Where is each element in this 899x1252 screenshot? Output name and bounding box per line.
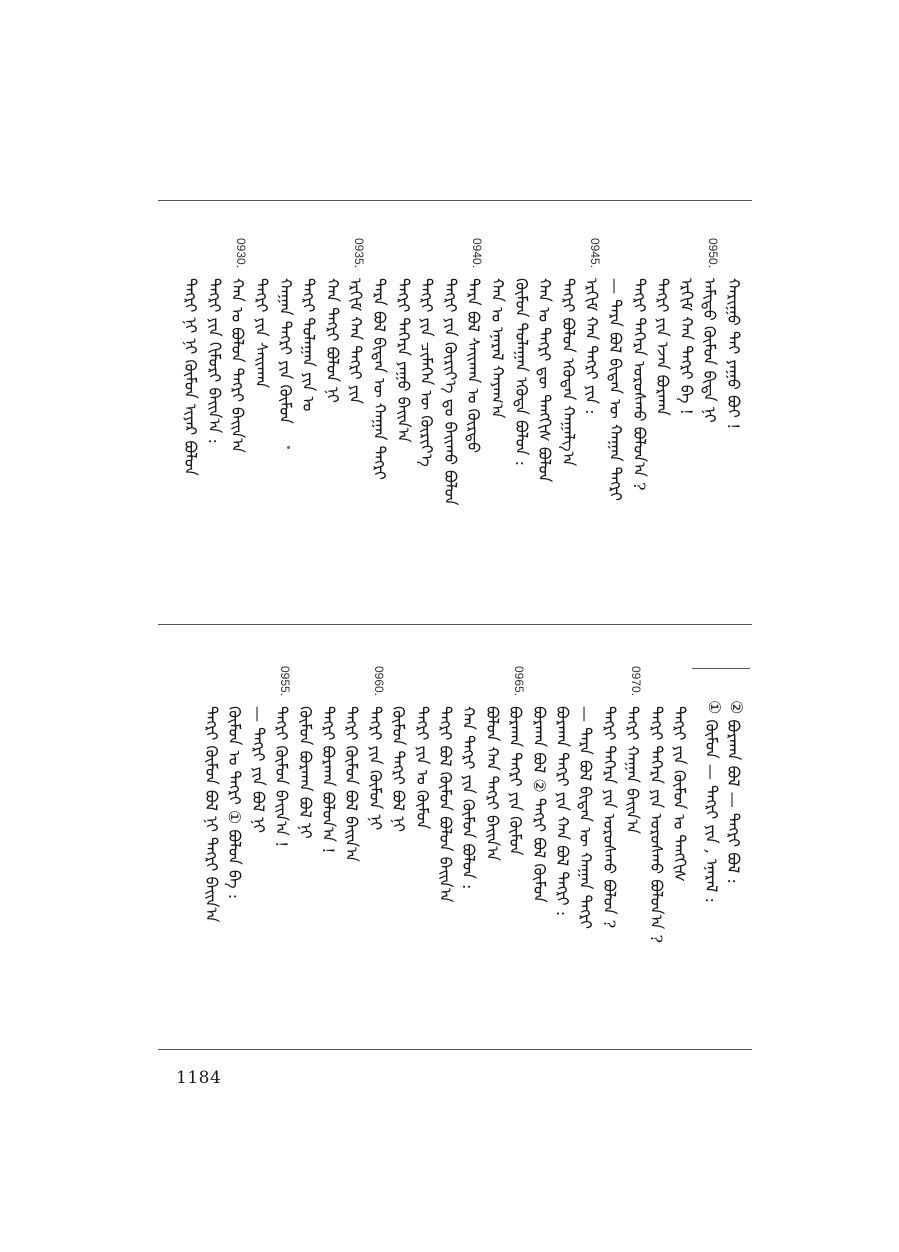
verse-text: ᠲᠡᠭᠷᠢ ᠪᠣᠯ ᠬᠦᠮᠦᠨ ᠪᠣᠯᠤᠨ ᠪᠠᠢᠨ᠎ᠠ bbox=[436, 706, 455, 903]
verse-text: ᠲᠡᠷᠡ ᠪᠣᠯ ᠪᠢᠳᠡᠨ ᠦ ᠬᠠᠭᠠᠨ ᠲᠡᠭᠷᠢ bbox=[370, 278, 389, 480]
verse-text: ᠡᠷᠬᠢᠮ ᠬᠠᠨ ᠲᠡᠭᠷᠢ ᠶᠢᠨ bbox=[346, 278, 366, 405]
verse-text: ᠲᠡᠭᠷᠢ ᠶᠢᠨ ᠤ ᠬᠦᠮᠦᠨ bbox=[412, 706, 432, 830]
verse-line bbox=[537, 238, 559, 482]
verse-line bbox=[555, 666, 577, 916]
line-number: 0940. bbox=[470, 238, 485, 269]
line-number: 0950. bbox=[706, 238, 721, 269]
verse-line bbox=[646, 666, 671, 944]
verse-line bbox=[511, 238, 536, 466]
verse-text: ᠬᠦᠮᠦᠨ ᠪᠤᠷᠬᠠᠨ ᠪᠣᠯ ᠨᠢ bbox=[295, 706, 315, 839]
verse-text: ᠲᠡᠭᠷᠢ ᠶᠢᠨ ᠴᠢᠮᠡᠭᠡᠨ ᠦ ᠬᠦᠷᠢᠶ᠎ᠡ bbox=[417, 278, 437, 467]
verse-text: ᠪᠤᠷᠬᠠᠨ ᠪᠣᠯ ② ᠲᠡᠭᠷᠢ ᠪᠣᠯ ᠬᠦᠮᠦᠨ bbox=[529, 706, 549, 903]
verse-line bbox=[578, 666, 600, 929]
verse-line bbox=[490, 238, 512, 419]
verse-line bbox=[461, 666, 483, 889]
verse-line bbox=[672, 666, 694, 882]
verse-line bbox=[558, 238, 583, 467]
verse-text: ᠪᠣᠯᠤᠨ ᠬᠠᠨ ᠲᠡᠭᠷᠢ ᠪᠠᠢᠨ᠎ᠠ bbox=[482, 706, 502, 862]
verse-text: ᠬᠠᠨ ᠤ ᠪᠣᠯᠤᠨ ᠲᠡᠭᠷᠢ ᠪᠠᠢᠨ᠎ᠠ bbox=[228, 278, 248, 454]
verse-text: ᠲᠡᠭᠷᠢ ᠶᠢᠨ ᠬᠦᠷᠢᠶ᠎ᠡ ᠳᠤ ᠪᠠᠢᠬᠤ ᠪᠣᠯᠤᠨ bbox=[440, 278, 460, 506]
line-number: 0965. bbox=[512, 666, 527, 697]
verse-text: ᠬᠠᠨ ᠲᠡᠭᠷᠢ ᠪᠣᠯᠤᠨ ᠨᠢ bbox=[322, 278, 342, 403]
verse-line bbox=[584, 238, 606, 415]
footnote-text: ᠬᠦᠮᠦᠨ — ᠲᠡᠭᠷᠢ ᠶᠢᠨ , ᠡᠨᠡᠷᠡᠯ : bbox=[702, 719, 721, 903]
line-number: 0970. bbox=[629, 666, 644, 697]
verse-text: ᠬᠠᠨ ᠲᠡᠭᠷᠢ ᠶᠢᠨ ᠬᠦᠮᠦᠨ ᠪᠣᠯᠤᠨ : bbox=[459, 706, 479, 890]
line-number: 0930. bbox=[234, 238, 249, 269]
verse-text: ᠲᠡᠭᠷᠢ ᠳᠡᠭᠡᠷᠡ ᠶᠢᠨ ᠤᠷᠤᠰᠬᠤ ᠪᠣᠯᠤᠨ ? bbox=[599, 706, 619, 929]
verse-line bbox=[301, 238, 323, 411]
verse-line bbox=[204, 238, 229, 444]
verse-text: ᠬᠠᠨ ᠤ ᠲᠡᠭᠷᠢ ᠳᠦ ᠲᠡᠩᠭᠢᠰ ᠪᠣᠯᠤᠨ bbox=[535, 278, 555, 483]
verse-line bbox=[204, 666, 226, 922]
verse-line bbox=[629, 238, 654, 491]
footnote-separator bbox=[692, 668, 750, 669]
verse-text: ᠲᠡᠭᠷᠢ ᠪᠣᠯᠤᠨ ᠡᠭᠦᠳᠡᠨ ᠬᠠᠭᠠᠯᠭ᠎ᠠ bbox=[558, 278, 578, 467]
verse-text: ᠲᠡᠭᠷᠢ ᠶᠢᠨ ᠬᠢᠮᠤᠷᠢ ᠪᠠᠢᠨ᠎ᠠ : bbox=[204, 278, 224, 444]
verse-line bbox=[608, 238, 630, 501]
verse-text: ᠬᠦᠮᠦᠨ ᠳᠤᠯᠠᠭᠠᠨ ᠡᠭᠦᠳᠡ ᠪᠣᠯᠤᠨ : bbox=[511, 278, 531, 466]
verse-line bbox=[393, 238, 418, 443]
verse-line bbox=[726, 238, 748, 429]
line-number: 0955. bbox=[278, 666, 293, 697]
verse-line bbox=[183, 238, 205, 476]
verse-line bbox=[702, 238, 724, 423]
verse-line bbox=[321, 666, 343, 854]
verse-text: ᠲᠡᠷᠡ ᠪᠤᠯ ᠰᠠᠢᠬᠠᠨ ᠤ ᠬᠦᠷᠳᠦ bbox=[464, 278, 484, 454]
verse-line bbox=[227, 666, 249, 899]
verse-text: ᠲᠡᠭᠷᠢ ᠨᠢ ᠨᠢ ᠬᠦᠮᠦᠨ ᠢᠶᠡᠷ ᠪᠣᠯᠤᠨ bbox=[181, 278, 201, 476]
verse-text: ᠪᠤᠷᠬᠠᠨ ᠲᠡᠭᠷᠢ ᠶᠢᠨ ᠬᠦᠮᠦᠨ bbox=[506, 706, 526, 856]
verse-line bbox=[482, 666, 507, 862]
verse-line bbox=[466, 238, 488, 453]
verse-text: ᠲᠡᠭᠷᠢ ᠬᠦᠮᠦᠨ ᠪᠣᠯ ᠪᠠᠢᠨ᠎ᠠ bbox=[342, 706, 362, 863]
verse-text: ᠲᠡᠭᠷᠢ ᠶᠢᠨ ᠡᠵᠡᠨ ᠪᠤᠷᠬᠠᠨ bbox=[653, 278, 673, 416]
verse-line bbox=[508, 666, 530, 856]
verse-line bbox=[440, 238, 465, 506]
verse-line bbox=[419, 238, 441, 467]
verse-line bbox=[412, 666, 437, 830]
verse-text: — ᠲᠡᠷᠡ ᠪᠣᠯ ᠪᠢᠳᠡᠨ ᠦ ᠬᠠᠭᠠᠨ ᠲᠡᠭᠷᠢ bbox=[606, 278, 625, 502]
footnote bbox=[726, 700, 748, 884]
verse-text: ᠬᠠᠨ ᠤ ᠡᠨᠡᠷᠡᠯ ᠬᠠᠶᠠᠭ᠎ᠠ bbox=[488, 278, 507, 419]
verse-text: ᠬᠠᠭᠠᠨ ᠲᠡᠭᠷᠢ ᠶᠢᠨ ᠬᠦᠮᠦᠨ bbox=[275, 278, 295, 424]
rule-top bbox=[158, 200, 752, 201]
verse-text: ᠲᠡᠭᠷᠢ ᠬᠠᠭᠠᠨ ᠪᠠᠢᠨ᠎ᠠ bbox=[623, 706, 643, 835]
rule-middle bbox=[158, 624, 752, 625]
verse-text: ᠲᠡᠭᠷᠢ ᠶᠢᠨ ᠬᠦᠮᠦᠨ ᠨᠢ bbox=[365, 706, 385, 831]
verse-text: ᠲᠡᠭᠷᠢ ᠳᠡᠭᠡᠷᠡ ᠶᠠᠭᠤ ᠪᠠᠢᠨ᠎ᠠ bbox=[393, 278, 413, 443]
footnote-text: ᠪᠤᠷᠬᠠᠨ ᠪᠣᠯ — ᠲᠡᠭᠷᠢ ᠪᠣᠯ : bbox=[724, 719, 743, 884]
verse-text: ᠡᠷᠬᠢᠮ ᠬᠠᠨ ᠲᠡᠭᠷᠢ ᠶᠢᠨ : bbox=[582, 278, 602, 415]
verse-line bbox=[655, 238, 677, 416]
verse-line bbox=[322, 238, 347, 403]
verse-line bbox=[248, 666, 273, 833]
verse-line bbox=[391, 666, 413, 832]
verse-line bbox=[254, 238, 276, 388]
verse-text: ᠲᠡᠭᠷᠢ ᠶᠢᠨ ᠰᠠᠢᠬᠠᠨ bbox=[252, 278, 271, 389]
verse-text: ᠲᠡᠭᠷᠢ ᠳᠡᠭᠡᠷᠡ ᠤᠷᠤᠰᠬᠤ ᠪᠣᠯᠤᠨ᠎ᠠ ? bbox=[629, 278, 649, 491]
stray-dot bbox=[287, 446, 290, 449]
verse-line bbox=[438, 666, 460, 903]
verse-text: ᠲᠡᠭᠷᠢ ᠬᠦᠮᠦᠨ ᠪᠠᠢᠨ᠎ᠠ ! bbox=[272, 706, 292, 848]
verse-text: ᠲᠡᠭᠷᠢ ᠳᠤᠯᠠᠭᠠᠨ ᠶᠢᠨ ᠤ bbox=[299, 278, 319, 412]
verse-line bbox=[344, 666, 366, 862]
footnote-mark: ② bbox=[727, 700, 747, 716]
verse-text: ᠬᠠᠷᠢᠭᠤ ᠲᠠᠢ ᠶᠠᠭᠤ ᠪᠤᠢ ! bbox=[724, 278, 743, 430]
verse-line bbox=[275, 238, 300, 424]
line-number: 0960. bbox=[371, 666, 386, 697]
verse-line bbox=[274, 666, 296, 847]
verse-line bbox=[529, 666, 554, 903]
verse-text: — ᠲᠡᠭᠷᠢ ᠶᠢᠨ ᠪᠣᠯ ᠨᠢ bbox=[248, 706, 268, 833]
verse-line bbox=[676, 238, 701, 415]
verse-line bbox=[230, 238, 252, 453]
footnote bbox=[704, 700, 726, 903]
verse-text: ᠲᠡᠭᠷᠢ ᠶᠢᠨ ᠬᠦᠮᠦᠨ ᠤ ᠲᠡᠩᠭᠢᠰ bbox=[670, 706, 689, 882]
verse-text: ᠡᠷᠬᠢᠮ ᠬᠠᠨ ᠲᠡᠭᠷᠢ ᠪᠠ ! bbox=[676, 278, 696, 415]
verse-text: ᠬᠦᠮᠦᠨ ᠲᠡᠭᠷᠢ ᠪᠣᠯ ᠨᠢ bbox=[389, 706, 409, 832]
verse-line bbox=[372, 238, 394, 480]
verse-text: ᠠᠮᠢᠳᠤ ᠬᠦᠮᠦᠨ ᠪᠢᠳᠡ ᠨᠢ bbox=[700, 278, 720, 423]
verse-line bbox=[625, 666, 647, 834]
verse-text: ᠪᠤᠷᠬᠠᠨ ᠲᠡᠭᠷᠢ ᠶᠢᠨ ᠬᠠᠨ ᠪᠣᠯ ᠲᠡᠭᠷᠢ : bbox=[553, 706, 572, 917]
verse-line bbox=[599, 666, 624, 929]
verse-text: ᠲᠡᠭᠷᠢ ᠪᠤᠷᠬᠠᠨ ᠪᠣᠯᠤᠨ᠎ᠠ ! bbox=[319, 706, 338, 854]
verse-line bbox=[295, 666, 320, 839]
rule-bottom bbox=[158, 1049, 752, 1050]
footnote-mark: ① bbox=[705, 700, 725, 716]
line-number: 0935. bbox=[352, 238, 367, 269]
verse-text: — ᠲᠡᠷᠡ ᠪᠣᠯ ᠪᠢᠳᠡᠨ ᠦ ᠬᠠᠭᠠᠨ ᠲᠡᠭᠷᠢ bbox=[576, 706, 596, 930]
verse-text: ᠬᠦᠮᠦᠨ ᠤ ᠲᠡᠭᠷᠢ ① ᠪᠣᠯᠤᠨ ᠪᠠ : bbox=[225, 706, 245, 900]
verse-text: ᠲᠡᠭᠷᠢ ᠬᠦᠮᠦᠨ ᠪᠣᠯ ᠨᠢ ᠲᠡᠭᠷᠢ ᠪᠠᠢᠨ᠎ᠠ bbox=[202, 706, 221, 923]
verse-line bbox=[348, 238, 370, 404]
line-number: 0945. bbox=[588, 238, 603, 269]
verse-text: ᠲᠡᠭᠷᠢ ᠳᠡᠭᠡᠷᠡ ᠶᠢᠨ ᠤᠷᠤᠰᠬᠤ ᠪᠣᠯᠤᠨ᠎ᠠ ? bbox=[646, 706, 666, 944]
verse-line bbox=[365, 666, 390, 831]
page-number: 1184 bbox=[176, 1068, 222, 1088]
